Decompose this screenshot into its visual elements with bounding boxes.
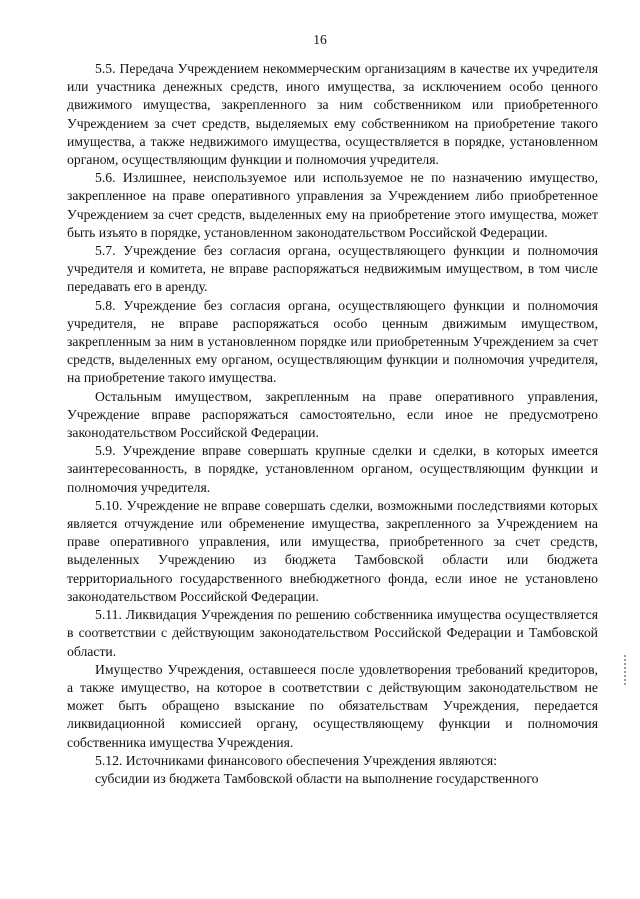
paragraph-remaining-property: Остальным имуществом, закрепленным на праве оперативного управления, Учреждение вправе распоряжаться самостоятельно, если иное не предусмотрено законодательством Российской Федерации. [67, 388, 598, 441]
paragraph-5-9: 5.9. Учреждение вправе совершать крупные сделки и сделки, в которых имеется заинтересованность, в порядке, установленном органом, осуществляющим функции и полномочия учредителя. [67, 443, 598, 495]
paragraph-5-7: 5.7. Учреждение без согласия органа, осуществляющего функции и полномочия учредителя и комитета, не вправе распоряжаться недвижимым имуществом, в том числе передавать его в аренду. [67, 243, 598, 295]
paragraph-5-11: 5.11. Ликвидация Учреждения по решению собственника имущества осуществляется в соответствии с действующим законодательством Российской Федерации и Тамбовской области. [67, 607, 598, 659]
document-body [67, 60, 598, 788]
paragraph-liquidation-property: Имущество Учреждения, оставшееся после удовлетворения требований кредиторов, а также имущество, на которое в соответствии с действующим законодательством не может быть обращено взыскание по обязательствам Учреждения, передается ликвидационной комиссией органу, осуществляющему функции и полномочия собственника имущества Учреждения. [67, 661, 598, 750]
scan-margin-mark [624, 655, 628, 685]
paragraph-5-12: 5.12. Источниками финансового обеспечения Учреждения являются: [95, 752, 498, 768]
paragraph-5-10: 5.10. Учреждение не вправе совершать сделки, возможными последствиями которых является отчуждение или обременение имущества, закрепленного за Учреждением на праве оперативного управления, или имущества, приобретенного за счет средств, выделенных Учреждению из бюджета Тамбовской области или бюджета территориального государственного внебюджетного фонда, если иное не установлено законодательством Российской Федерации. [67, 497, 598, 604]
paragraph-5-6: 5.6. Излишнее, неиспользуемое или используемое не по назначению имущество, закрепленное на праве оперативного управления за Учреждением либо приобретенное Учреждением за счет средств, выделенных ему на приобретение этого имущества, может быть изъято в порядке, установленном законодательством Российской Федерации. [67, 170, 598, 240]
paragraph-5-5: 5.5. Передача Учреждением некоммерческим организациям в качестве их учредителя или участника денежных средств, иного имущества, за исключением особо ценного движимого имущества, закрепленного за ним собственником или приобретенного Учреждением за счет средств, выделяемых ему собственником на приобретение такого имущества, а также недвижимого имущества, осуществляется в порядке, установленном органом, осуществляющим функции и полномочия учредителя. [67, 61, 598, 168]
paragraph-subsidies: субсидии из бюджета Тамбовской области на выполнение государственного [95, 770, 539, 786]
paragraph-5-8: 5.8. Учреждение без согласия органа, осуществляющего функции и полномочия учредителя, не вправе распоряжаться особо ценным движимым имуществом, закрепленным за ним в установленном порядке или приобретенным Учреждением за счет средств, выделенных ему органом, осуществляющим функции и полномочия учредителя, на приобретение такого имущества. [67, 297, 598, 386]
page-number: 16 [313, 32, 327, 47]
